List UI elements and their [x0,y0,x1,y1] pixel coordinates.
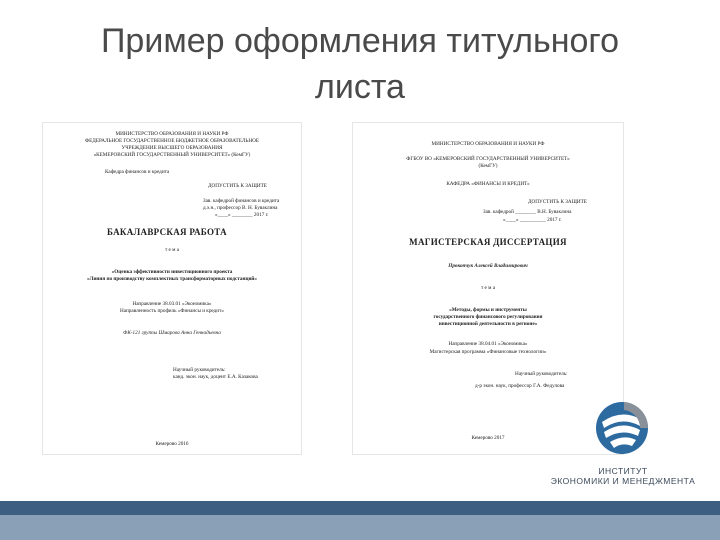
admit-line: ДОПУСТИТЬ К ЗАЩИТЕ [208,183,267,189]
approval-line: Зав. кафедрой ________ В.Н. Буваклина [483,209,572,215]
institute-line1: ИНСТИТУТ [598,466,648,476]
work-type: МАГИСТЕРСКАЯ ДИССЕРТАЦИЯ [409,237,567,247]
university-line: ФГБОУ ВО «КЕМЕРОВСКИЙ ГОСУДАРСТВЕННЫЙ УНИВЕРСИТЕТ» [406,156,570,162]
master-title-page [352,122,624,455]
department-line: Кафедра финансов и кредита [105,169,170,175]
university-abbr: (КемГУ) [478,163,498,169]
supervisor-name: д-р экон. наук, профессор Г.А. Федулова [475,383,565,389]
approval-date: «____» ________ 2017 г. [215,212,269,218]
supervisor-label: Научный руководитель: [173,367,226,373]
institute-name [548,466,698,486]
theme-line: «Линия по производству комплектных трансформаторных подстанций» [86,276,258,282]
admit-line: ДОПУСТИТЬ К ЗАЩИТЕ [528,199,587,205]
institution-line: УЧРЕЖДЕНИЕ ВЫСШЕГО ОБРАЗОВАНИЯ [121,145,223,151]
approval-line: д.э.н., профессор В. Н. Буваклина [203,205,278,211]
ministry-line: МИНИСТЕРСТВО ОБРАЗОВАНИЯ И НАУКИ РФ [431,141,545,147]
direction-line: Направление 38.03.01 «Экономика» [132,301,212,307]
approval-line: Зав. кафедрой финансов и кредита [203,198,280,204]
department-line: КАФЕДРА «ФИНАНСЫ И КРЕДИТ» [446,181,530,187]
ministry-line: МИНИСТЕРСТВО ОБРАЗОВАНИЯ И НАУКИ РФ [115,131,229,137]
supervisor-name: канд. экон. наук, доцент Е.А. Казакова [173,374,258,380]
slide-title-line2: листа [315,68,405,106]
city-year: Кемерово 2016 [155,441,189,447]
slide-title-line1: Пример оформления титульного [100,22,619,60]
theme-line: государственного финансового регулирования [433,314,543,320]
slide-title [0,18,720,110]
institute-logo-icon [594,400,650,456]
profile-line: Направленность профиль «Финансы и кредит» [120,308,224,314]
footer-bar-dark [0,501,720,515]
work-type: БАКАЛАВРСКАЯ РАБОТА [107,227,227,237]
direction-line: Направление 38.04.01 «Экономика» [448,341,528,347]
footer-bar-light [0,515,720,540]
theme-word: т е м а [480,285,496,291]
theme-word: т е м а [164,247,180,253]
theme-line: «Методы, формы и инструменты [449,307,527,313]
theme-line: инвестиционной деятельности в регионе» [438,321,538,327]
bachelor-title-page [42,122,302,455]
institute-line2: ЭКОНОМИКИ И МЕНЕДЖМЕНТА [550,476,696,486]
institution-line: ФЕДЕРАЛЬНОЕ ГОСУДАРСТВЕННОЕ БЮДЖЕТНОЕ ОБРАЗОВАТЕЛЬНОЕ [85,138,259,144]
approval-date: «____» __________ 2017 г. [503,217,562,223]
student-line: ФК-121 группы Шмарова Анна Геннадьевна [123,330,221,336]
university-line: «КЕМЕРОВСКИЙ ГОСУДАРСТВЕННЫЙ УНИВЕРСИТЕТ» (КемГУ) [93,152,251,158]
city-year: Кемерово 2017 [471,435,505,441]
student-line: Прокопчук Алексей Владимирович [448,263,528,269]
supervisor-label: Научный руководитель: [515,371,568,377]
program-line: Магистерская программа «Финансовые технологии» [429,349,547,355]
theme-line: «Оценка эффективности инвестиционного проекта [111,269,233,275]
